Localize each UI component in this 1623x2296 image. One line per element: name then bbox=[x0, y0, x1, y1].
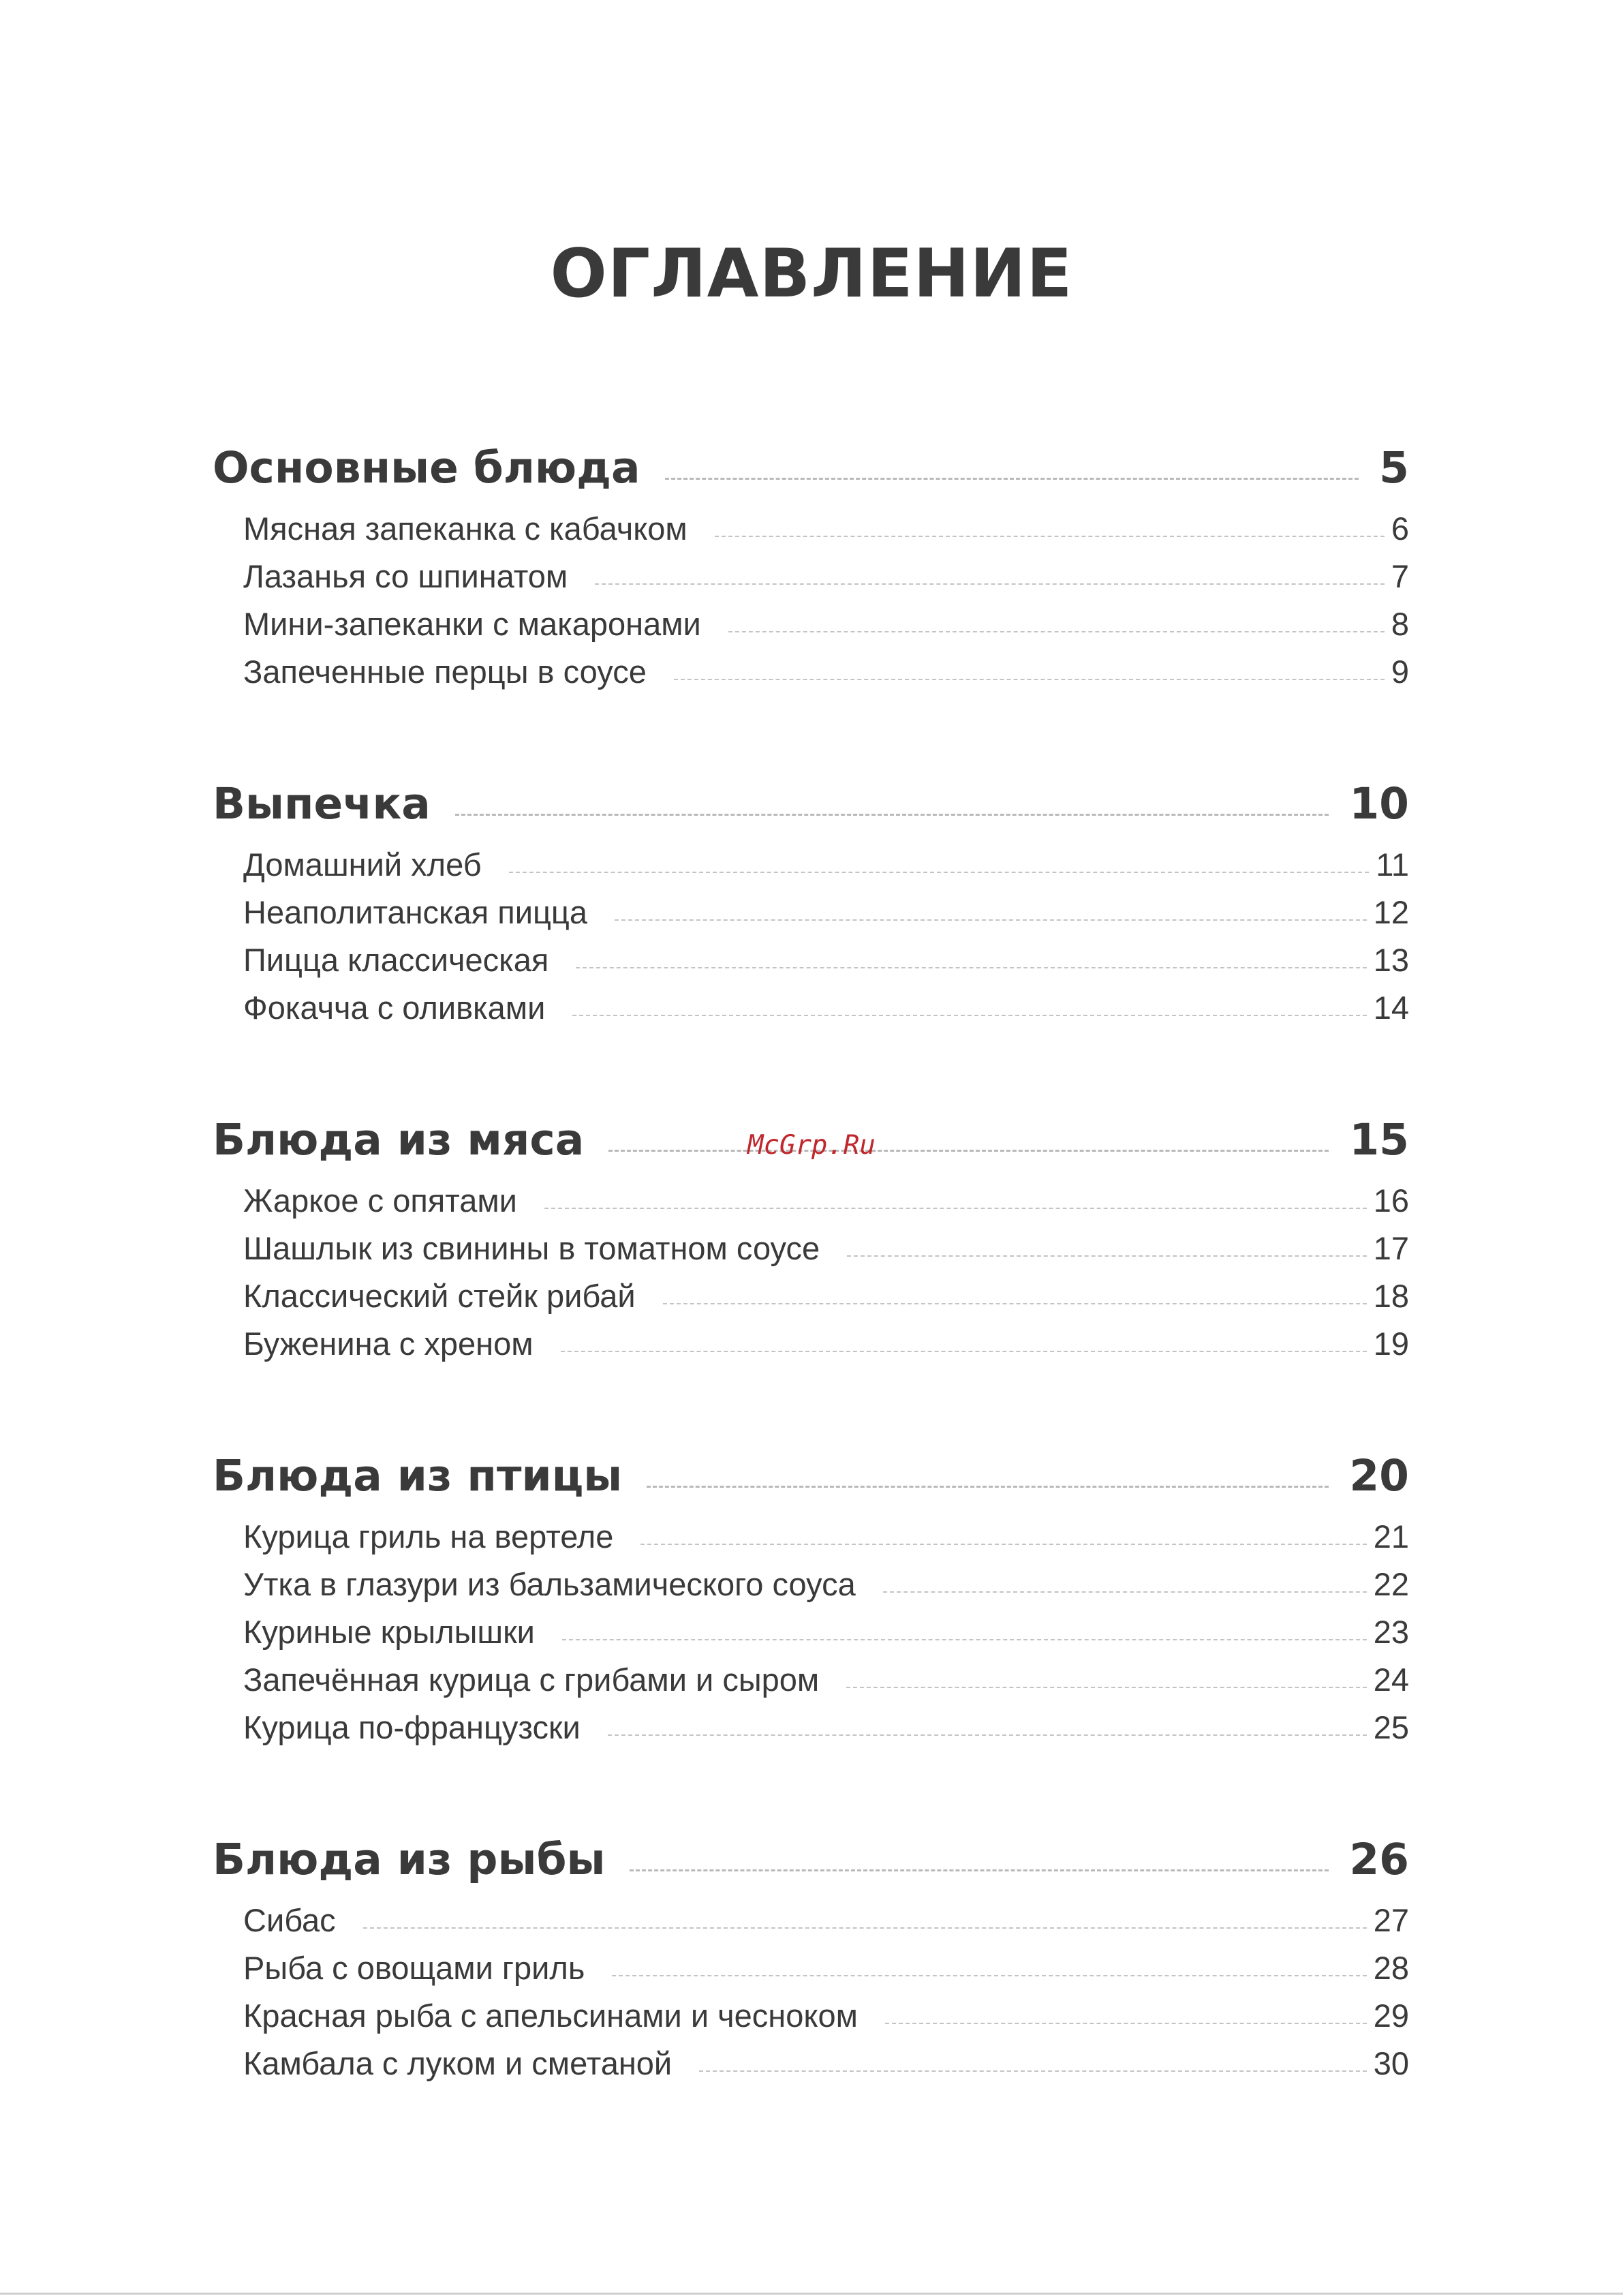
section-title: Основные блюда bbox=[213, 443, 640, 493]
toc-entry[interactable] bbox=[213, 1182, 1409, 1229]
entry-page-number: 16 bbox=[1373, 1182, 1409, 1219]
entry-title: Фокачча с оливками bbox=[243, 990, 546, 1026]
entry-page-number: 14 bbox=[1373, 990, 1409, 1026]
dot-leader bbox=[576, 967, 1366, 968]
toc-entry[interactable] bbox=[213, 1997, 1409, 2045]
dot-leader bbox=[885, 2023, 1367, 2024]
entry-title: Куриные крылышки bbox=[243, 1614, 535, 1650]
section-title: Блюда из рыбы bbox=[213, 1835, 606, 1884]
dot-leader bbox=[363, 1927, 1367, 1929]
entry-page-number: 17 bbox=[1373, 1230, 1409, 1266]
section-page-number: 5 bbox=[1379, 443, 1409, 493]
toc-entry[interactable] bbox=[213, 1229, 1409, 1277]
section-title: Блюда из птицы bbox=[213, 1451, 623, 1501]
toc-entry[interactable] bbox=[213, 1518, 1409, 1565]
entry-title: Рыба с овощами гриль bbox=[243, 1950, 585, 1986]
entry-page-number: 13 bbox=[1373, 942, 1409, 978]
toc-entry[interactable] bbox=[213, 510, 1409, 557]
entry-title: Запечённая курица с грибами и сыром bbox=[243, 1662, 820, 1698]
dot-leader bbox=[608, 1734, 1367, 1736]
toc-entry[interactable] bbox=[213, 1325, 1409, 1373]
dot-leader bbox=[612, 1975, 1366, 1976]
toc-entry[interactable] bbox=[213, 557, 1409, 605]
dot-leader bbox=[562, 1639, 1367, 1640]
toc-section bbox=[213, 1451, 1409, 1756]
entry-page-number: 7 bbox=[1391, 558, 1409, 594]
toc-entry[interactable] bbox=[213, 605, 1409, 653]
dot-leader bbox=[728, 631, 1385, 632]
entry-page-number: 28 bbox=[1373, 1950, 1409, 1986]
table-of-contents bbox=[213, 443, 1409, 2171]
toc-entry[interactable] bbox=[213, 1949, 1409, 1997]
entry-title: Мясная запеканка с кабачком bbox=[243, 510, 687, 547]
section-title: Выпечка bbox=[213, 779, 431, 829]
toc-entry[interactable] bbox=[213, 1565, 1409, 1613]
entry-page-number: 9 bbox=[1391, 654, 1409, 690]
toc-entry[interactable] bbox=[213, 1277, 1409, 1325]
entry-title: Курица гриль на вертеле bbox=[243, 1518, 614, 1555]
toc-entry[interactable] bbox=[213, 1661, 1409, 1709]
entry-page-number: 22 bbox=[1373, 1566, 1409, 1602]
dot-leader bbox=[640, 1544, 1366, 1545]
dot-leader bbox=[647, 1486, 1329, 1488]
section-page-number: 10 bbox=[1349, 779, 1409, 829]
dot-leader bbox=[544, 1208, 1367, 1209]
toc-section-heading[interactable] bbox=[213, 1451, 1409, 1511]
toc-entry[interactable] bbox=[213, 1613, 1409, 1661]
dot-leader bbox=[509, 872, 1370, 873]
dot-leader bbox=[665, 478, 1359, 480]
toc-entry[interactable] bbox=[213, 1709, 1409, 1756]
entry-title: Утка в глазури из бальзамического соуса bbox=[243, 1566, 856, 1602]
entry-page-number: 6 bbox=[1391, 510, 1409, 547]
entry-page-number: 30 bbox=[1373, 2045, 1409, 2081]
dot-leader bbox=[715, 536, 1385, 537]
toc-entry[interactable] bbox=[213, 1901, 1409, 1949]
entry-page-number: 25 bbox=[1373, 1709, 1409, 1745]
toc-section-heading[interactable] bbox=[213, 779, 1409, 839]
toc-entry[interactable] bbox=[213, 893, 1409, 941]
toc-section bbox=[213, 779, 1409, 1037]
entry-page-number: 18 bbox=[1373, 1278, 1409, 1314]
dot-leader bbox=[699, 2070, 1367, 2072]
entry-title: Шашлык из свинины в томатном соусе bbox=[243, 1230, 820, 1266]
entry-title: Запеченные перцы в соусе bbox=[243, 654, 647, 690]
watermark: McGrp.Ru bbox=[747, 1130, 876, 1161]
section-page-number: 20 bbox=[1349, 1451, 1409, 1501]
toc-entry[interactable] bbox=[213, 2045, 1409, 2092]
toc-section bbox=[213, 1835, 1409, 2092]
dot-leader bbox=[595, 583, 1385, 585]
entry-title: Лазанья со шпинатом bbox=[243, 558, 568, 594]
dot-leader bbox=[561, 1351, 1367, 1352]
toc-entry[interactable] bbox=[213, 989, 1409, 1037]
toc-entry[interactable] bbox=[213, 846, 1409, 893]
entry-page-number: 24 bbox=[1373, 1662, 1409, 1698]
page-title: ОГЛАВЛЕНИЕ bbox=[550, 235, 1073, 313]
dot-leader bbox=[630, 1869, 1329, 1871]
entry-title: Классический стейк рибай bbox=[243, 1278, 636, 1314]
dot-leader bbox=[663, 1303, 1367, 1304]
entry-title: Неаполитанская пицца bbox=[243, 894, 587, 930]
page-bottom-rule bbox=[0, 2293, 1623, 2295]
dot-leader bbox=[608, 1150, 1329, 1152]
dot-leader bbox=[847, 1255, 1367, 1257]
dot-leader bbox=[615, 919, 1367, 921]
entry-title: Камбала с луком и сметаной bbox=[243, 2045, 673, 2081]
entry-title: Курица по-французски bbox=[243, 1709, 581, 1745]
dot-leader bbox=[572, 1015, 1366, 1016]
section-page-number: 15 bbox=[1349, 1115, 1409, 1165]
entry-page-number: 19 bbox=[1373, 1326, 1409, 1362]
dot-leader bbox=[846, 1687, 1367, 1688]
entry-page-number: 8 bbox=[1391, 606, 1409, 642]
entry-page-number: 29 bbox=[1373, 1997, 1409, 2034]
dot-leader bbox=[674, 679, 1385, 680]
dot-leader bbox=[883, 1591, 1367, 1593]
toc-section-heading[interactable] bbox=[213, 1835, 1409, 1895]
toc-section-heading[interactable] bbox=[213, 443, 1409, 503]
toc-entry[interactable] bbox=[213, 653, 1409, 701]
entry-title: Красная рыба с апельсинами и чесноком bbox=[243, 1997, 858, 2034]
toc-section bbox=[213, 443, 1409, 701]
entry-title: Буженина с хреном bbox=[243, 1326, 534, 1362]
section-page-number: 26 bbox=[1349, 1835, 1409, 1884]
dot-leader bbox=[455, 814, 1329, 816]
entry-title: Пицца классическая bbox=[243, 942, 549, 978]
toc-entry[interactable] bbox=[213, 941, 1409, 989]
entry-page-number: 23 bbox=[1373, 1614, 1409, 1650]
entry-page-number: 27 bbox=[1373, 1902, 1409, 1938]
entry-title: Мини-запеканки с макаронами bbox=[243, 606, 701, 642]
section-title: Блюда из мяса bbox=[213, 1115, 585, 1165]
entry-page-number: 12 bbox=[1373, 894, 1409, 930]
entry-page-number: 11 bbox=[1376, 846, 1409, 883]
entry-title: Жаркое с опятами bbox=[243, 1182, 517, 1219]
entry-title: Домашний хлеб bbox=[243, 846, 482, 883]
entry-page-number: 21 bbox=[1373, 1518, 1409, 1555]
entry-title: Сибас bbox=[243, 1902, 336, 1938]
